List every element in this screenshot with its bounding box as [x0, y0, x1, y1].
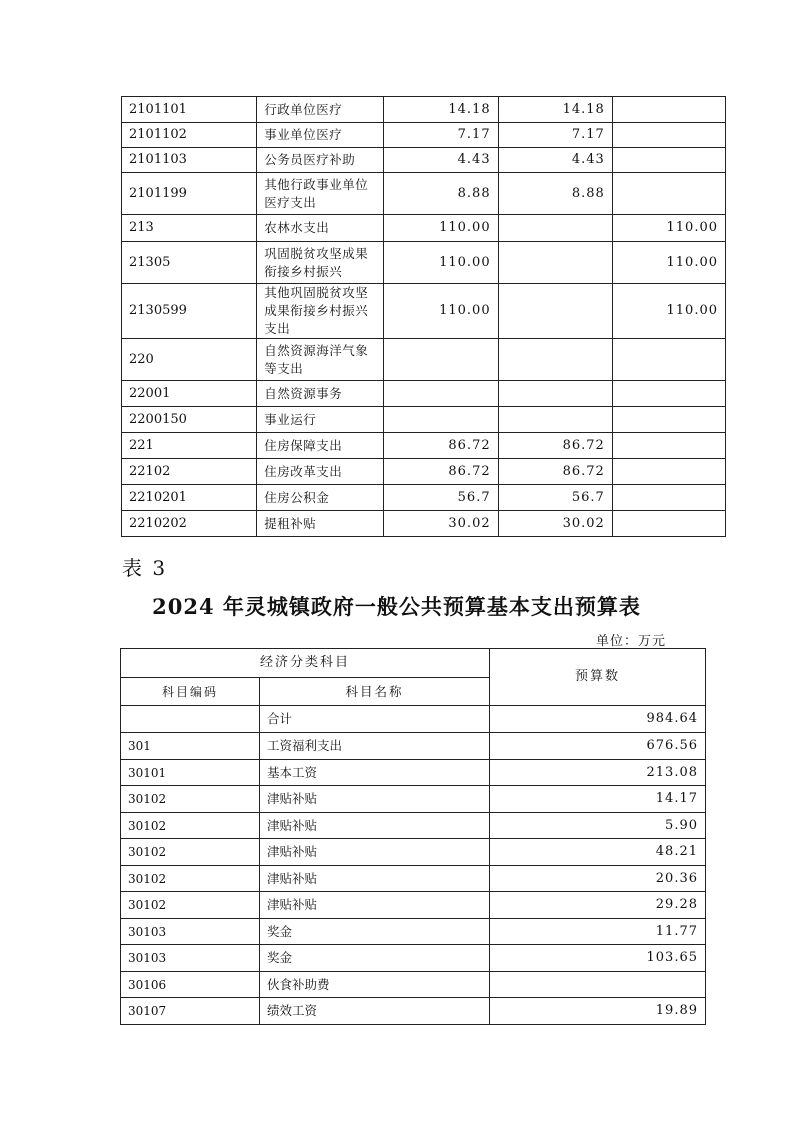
table-row	[122, 284, 726, 339]
table-row	[121, 892, 706, 919]
basic-amount: 56.7	[498, 485, 612, 511]
subject-name: 住房公积金	[257, 485, 384, 511]
subject-name: 奖金	[260, 919, 490, 945]
subject-code: 220	[122, 339, 257, 381]
subject-code: 221	[122, 433, 257, 459]
table-row	[122, 97, 726, 123]
budget-amount: 29.28	[490, 892, 706, 919]
subject-name: 自然资源事务	[257, 381, 384, 407]
total-amount	[384, 339, 498, 381]
project-amount	[612, 148, 725, 173]
subject-name: 提租补贴	[257, 511, 384, 537]
subject-code: 30102	[121, 786, 260, 813]
subject-code: 30102	[121, 892, 260, 919]
budget-amount: 14.17	[490, 786, 706, 813]
total-amount: 14.18	[384, 97, 498, 123]
table-row	[122, 339, 726, 381]
subject-name: 津贴补贴	[260, 866, 490, 892]
basic-amount	[498, 242, 612, 284]
total-amount	[384, 407, 498, 433]
table-row	[122, 215, 726, 242]
subject-code: 2101199	[122, 173, 257, 215]
budget-amount: 11.77	[490, 919, 706, 945]
subject-name: 伙食补助费	[260, 972, 490, 998]
subject-code: 2210202	[122, 511, 257, 537]
table-row	[121, 706, 706, 733]
subject-name: 津贴补贴	[260, 892, 490, 919]
total-amount: 8.88	[384, 173, 498, 215]
total-amount: 110.00	[384, 284, 498, 339]
budget-amount: 984.64	[490, 706, 706, 733]
subject-name: 合计	[260, 706, 490, 733]
subject-code: 30102	[121, 839, 260, 866]
subject-code: 301	[121, 733, 260, 760]
table-row	[122, 173, 726, 215]
subject-code	[121, 706, 260, 733]
basic-amount: 4.43	[498, 148, 612, 173]
budget-amount: 48.21	[490, 839, 706, 866]
basic-amount	[498, 339, 612, 381]
project-amount	[612, 485, 725, 511]
budget-amount: 19.89	[490, 998, 706, 1025]
subject-name: 工资福利支出	[260, 733, 490, 760]
table-row	[122, 511, 726, 537]
subject-code: 30102	[121, 866, 260, 892]
subject-code: 2130599	[122, 284, 257, 339]
total-amount: 86.72	[384, 433, 498, 459]
subject-name: 农林水支出	[257, 215, 384, 242]
budget-amount	[490, 972, 706, 998]
basic-amount	[498, 407, 612, 433]
subject-name: 基本工资	[260, 760, 490, 786]
subject-code: 30103	[121, 919, 260, 945]
project-amount	[612, 97, 725, 123]
basic-amount	[498, 284, 612, 339]
table-row	[121, 786, 706, 813]
subject-name: 奖金	[260, 945, 490, 972]
project-amount	[612, 381, 725, 407]
subject-code: 22001	[122, 381, 257, 407]
subject-code: 2200150	[122, 407, 257, 433]
subject-code: 30106	[121, 972, 260, 998]
total-amount: 110.00	[384, 242, 498, 284]
subject-name: 其他巩固脱贫攻坚成果衔接乡村振兴支出	[257, 284, 384, 339]
total-amount	[384, 381, 498, 407]
table-row	[121, 998, 706, 1025]
basic-amount	[498, 215, 612, 242]
subject-name: 公务员医疗补助	[257, 148, 384, 173]
subject-code: 30107	[121, 998, 260, 1025]
project-amount	[612, 433, 725, 459]
table-row	[122, 242, 726, 284]
budget-amount: 20.36	[490, 866, 706, 892]
basic-amount: 8.88	[498, 173, 612, 215]
subject-name: 津贴补贴	[260, 813, 490, 839]
subject-name: 津贴补贴	[260, 839, 490, 866]
table-row	[121, 972, 706, 998]
header-row	[121, 649, 706, 678]
subject-code: 21305	[122, 242, 257, 284]
project-amount	[612, 459, 725, 485]
basic-amount: 7.17	[498, 123, 612, 148]
table-row	[122, 407, 726, 433]
table-row	[121, 760, 706, 786]
table-row	[121, 813, 706, 839]
header-budget-amount: 预算数	[490, 649, 706, 706]
project-amount: 110.00	[612, 284, 725, 339]
budget-amount: 676.56	[490, 733, 706, 760]
subject-name: 事业单位医疗	[257, 123, 384, 148]
header-subject-code: 科目编码	[121, 678, 260, 706]
total-amount: 7.17	[384, 123, 498, 148]
subject-name: 事业运行	[257, 407, 384, 433]
section-label: 表 3	[122, 556, 168, 580]
subject-code: 30102	[121, 813, 260, 839]
project-amount	[612, 123, 725, 148]
table-row	[121, 945, 706, 972]
table-row	[122, 123, 726, 148]
basic-amount: 86.72	[498, 433, 612, 459]
subject-name: 住房保障支出	[257, 433, 384, 459]
total-amount: 30.02	[384, 511, 498, 537]
subject-code: 2101102	[122, 123, 257, 148]
project-amount: 110.00	[612, 242, 725, 284]
page-title: 2024 年灵城镇政府一般公共预算基本支出预算表	[152, 594, 641, 619]
basic-amount	[498, 381, 612, 407]
subject-code: 22102	[122, 459, 257, 485]
project-amount	[612, 173, 725, 215]
expenditure-table-continued	[121, 96, 726, 537]
subject-code: 2101101	[122, 97, 257, 123]
total-amount: 56.7	[384, 485, 498, 511]
total-amount: 110.00	[384, 215, 498, 242]
total-amount: 4.43	[384, 148, 498, 173]
budget-amount: 213.08	[490, 760, 706, 786]
table-row	[121, 866, 706, 892]
basic-expenditure-table	[120, 648, 706, 1025]
project-amount: 110.00	[612, 215, 725, 242]
header-economic-classification: 经济分类科目	[121, 649, 490, 678]
subject-name: 自然资源海洋气象等支出	[257, 339, 384, 381]
basic-amount: 86.72	[498, 459, 612, 485]
subject-name: 行政单位医疗	[257, 97, 384, 123]
basic-amount: 14.18	[498, 97, 612, 123]
table-row	[122, 381, 726, 407]
table-row	[122, 148, 726, 173]
project-amount	[612, 511, 725, 537]
subject-code: 2210201	[122, 485, 257, 511]
budget-amount: 5.90	[490, 813, 706, 839]
table-row	[121, 919, 706, 945]
project-amount	[612, 407, 725, 433]
subject-code: 213	[122, 215, 257, 242]
subject-code: 2101103	[122, 148, 257, 173]
table-row	[122, 433, 726, 459]
project-amount	[612, 339, 725, 381]
table-row	[121, 839, 706, 866]
budget-amount: 103.65	[490, 945, 706, 972]
table-row	[121, 733, 706, 760]
header-subject-name: 科目名称	[260, 678, 490, 706]
basic-amount: 30.02	[498, 511, 612, 537]
table-row	[122, 459, 726, 485]
subject-name: 其他行政事业单位医疗支出	[257, 173, 384, 215]
unit-label: 单位：万元	[596, 634, 667, 649]
subject-name: 巩固脱贫攻坚成果衔接乡村振兴	[257, 242, 384, 284]
subject-code: 30101	[121, 760, 260, 786]
total-amount: 86.72	[384, 459, 498, 485]
subject-code: 30103	[121, 945, 260, 972]
subject-name: 津贴补贴	[260, 786, 490, 813]
subject-name: 绩效工资	[260, 998, 490, 1025]
subject-name: 住房改革支出	[257, 459, 384, 485]
table-row	[122, 485, 726, 511]
